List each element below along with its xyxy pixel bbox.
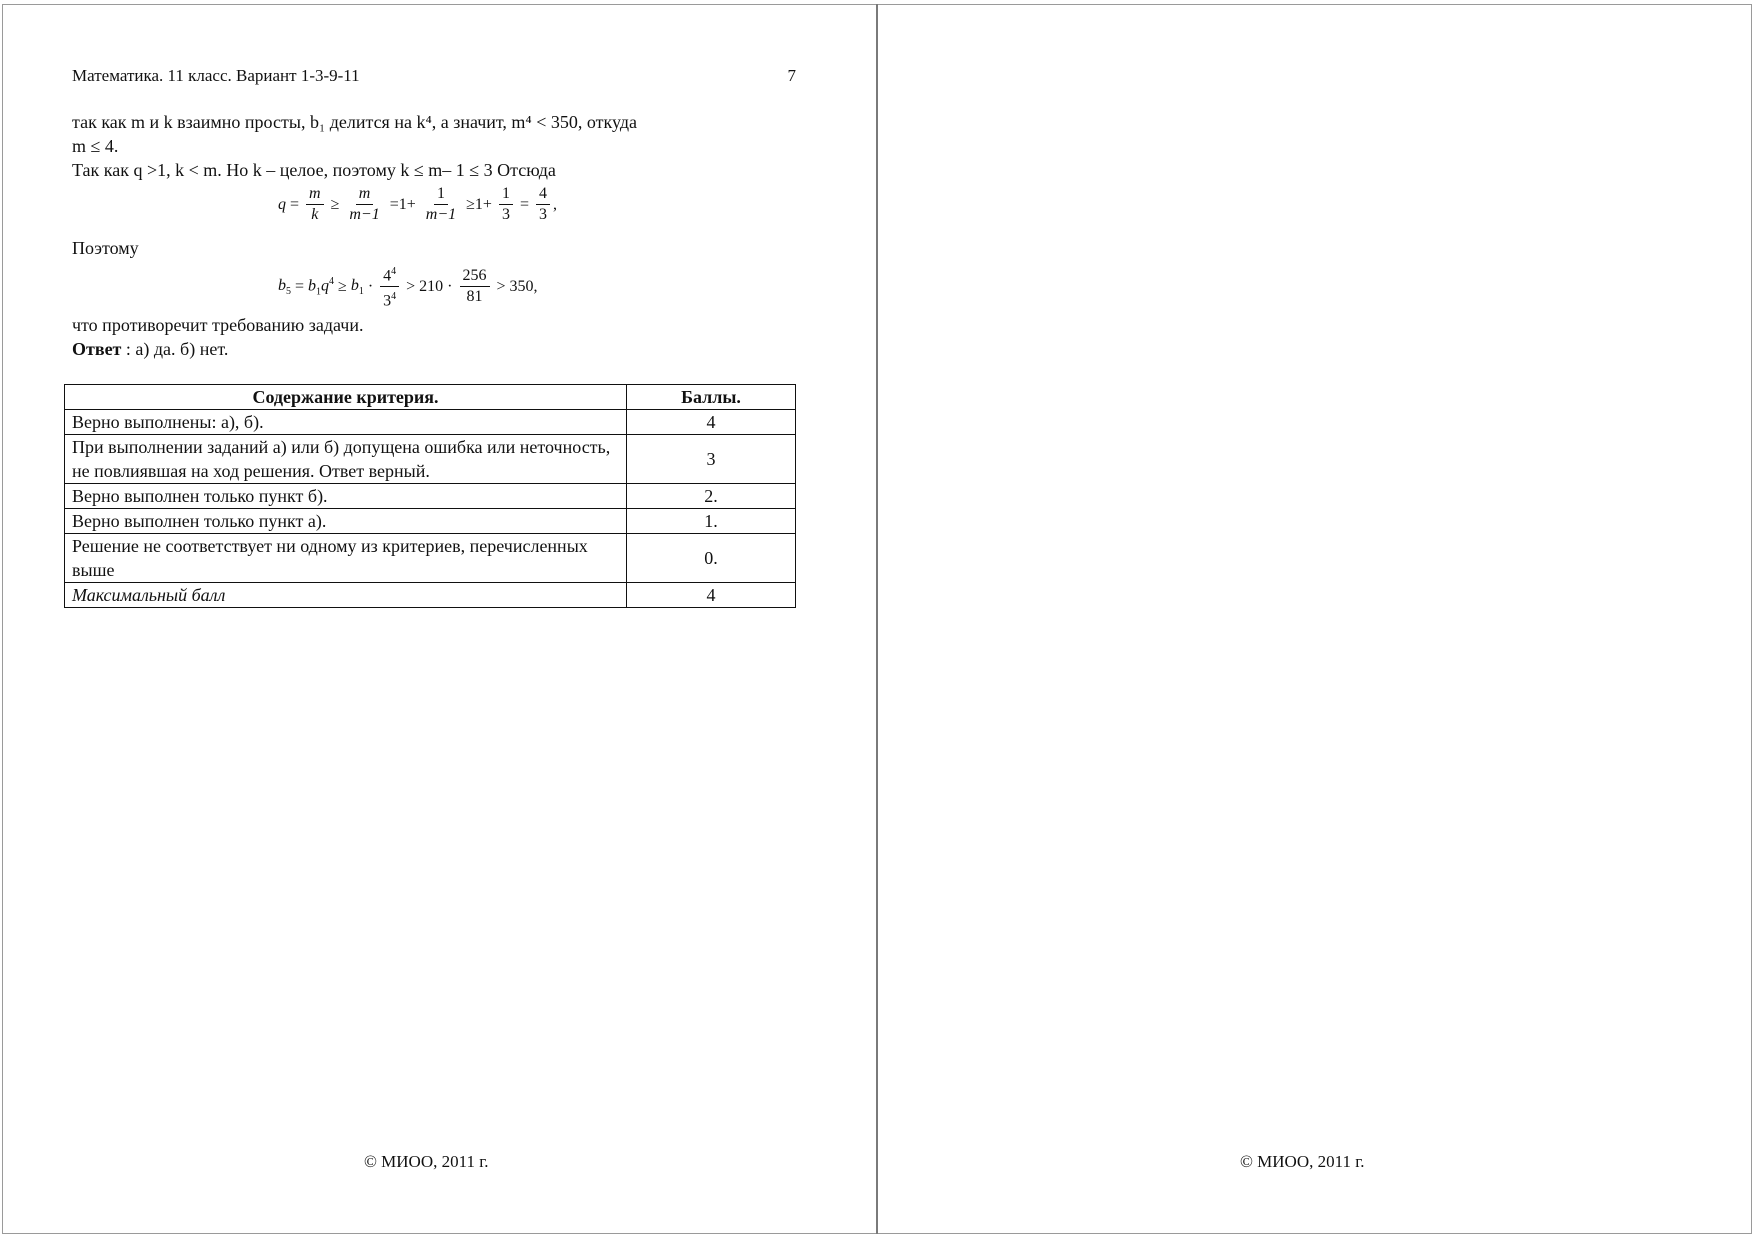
frac-den	[380, 287, 399, 311]
number-210: 210	[419, 277, 444, 295]
frac-num: m	[306, 184, 324, 205]
base: 4	[383, 267, 392, 285]
page-header	[72, 66, 796, 86]
fraction-1-over-3	[499, 184, 513, 225]
formula-eq: =	[519, 195, 529, 213]
criteria-table	[64, 384, 796, 608]
formula-gt: >	[496, 277, 506, 295]
table-header-row	[65, 385, 796, 410]
frac-den: m−1	[349, 206, 380, 223]
footer-right: © МИОО, 2011 г.	[1240, 1152, 1365, 1171]
table-row	[65, 534, 796, 583]
solution-text	[72, 110, 802, 182]
criterion-cell: При выполнении заданий а) или б) допущена ошибка или неточность, не повлиявшая на ход решения. Ответ верный.	[65, 435, 627, 484]
formula-gt: >	[406, 277, 416, 295]
b-symbol: b	[308, 277, 317, 295]
text-line-3: Так как q >1, k < m. Но k – целое, поэтому k ≤ m– 1 ≤ 3 Отсюда	[72, 160, 556, 180]
formula-dot: ·	[367, 277, 374, 295]
formula-comma: ,	[552, 195, 557, 213]
text-line-2: m ≤ 4.	[72, 136, 119, 156]
base: 3	[383, 292, 392, 310]
fraction-m-over-k	[306, 184, 324, 225]
score-cell: 1.	[627, 509, 796, 534]
score-cell: 0.	[627, 534, 796, 583]
footer-left: © МИОО, 2011 г.	[364, 1152, 489, 1171]
fraction-4-over-3	[536, 184, 550, 225]
table-row	[65, 410, 796, 435]
formula-q-symbol: q	[278, 195, 286, 213]
formula-ge: ≥	[338, 277, 347, 295]
formula-dot: ·	[447, 277, 453, 295]
criterion-cell: Верно выполнены: а), б).	[65, 410, 627, 435]
frac-num	[380, 262, 399, 287]
fraction-m-over-m-minus-1	[346, 184, 382, 225]
formula-b1	[351, 277, 364, 297]
fraction-4pow4-over-3pow4	[380, 262, 399, 312]
text-line-1: так как m и k взаимно просты, b₁ делится на k⁴, а значит, m⁴ < 350, откуда	[72, 112, 637, 132]
frac-num: 256	[460, 266, 490, 287]
frac-den: k	[311, 206, 319, 223]
formula-one-plus: =1+	[389, 195, 416, 213]
formula-b5-symbol	[278, 277, 291, 297]
fraction-1-over-m-minus-1	[423, 184, 459, 225]
frac-num: m	[356, 184, 374, 205]
table-row	[65, 435, 796, 484]
criterion-cell: Верно выполнен только пункт а).	[65, 509, 627, 534]
text-line-5: что противоречит требованию задачи.	[72, 315, 364, 335]
formula-b1q4	[308, 276, 334, 298]
score-cell-max: 4	[627, 583, 796, 608]
answer-label: Ответ	[72, 339, 122, 359]
formula-q	[278, 184, 557, 225]
page-title: Математика. 11 класс. Вариант 1-3-9-11	[72, 66, 360, 85]
fraction-256-over-81	[460, 266, 490, 307]
conclusion-block	[72, 313, 802, 361]
frac-den: 81	[466, 288, 483, 306]
formula-eq: =	[290, 195, 300, 213]
formula-eq: =	[295, 277, 305, 295]
frac-den: 3	[538, 206, 547, 223]
column-header-score: Баллы.	[627, 385, 796, 410]
b-symbol: b	[278, 276, 286, 294]
number-350: 350	[509, 277, 534, 295]
score-cell: 4	[627, 410, 796, 435]
therefore-block	[72, 236, 802, 260]
text-line-4: Поэтому	[72, 238, 139, 258]
table-row-max	[65, 583, 796, 608]
formula-ge: ≥	[330, 195, 340, 213]
criterion-cell: Верно выполнен только пункт б).	[65, 484, 627, 509]
subscript: 5	[286, 285, 291, 297]
answer-value: : а) да. б) нет.	[125, 339, 229, 359]
table-row	[65, 509, 796, 534]
score-cell: 2.	[627, 484, 796, 509]
criterion-cell: Решение не соответствует ни одному из критериев, перечисленных выше	[65, 534, 627, 583]
frac-num: 1	[434, 184, 448, 205]
formula-b5	[278, 262, 538, 312]
column-header-criterion: Содержание критерия.	[65, 385, 627, 410]
superscript: 4	[391, 266, 397, 277]
answer-line	[72, 337, 802, 361]
formula-ge-one-plus: ≥1+	[466, 195, 492, 213]
subscript: 1	[358, 285, 364, 297]
q-symbol: q	[321, 277, 330, 295]
page-number: 7	[787, 66, 796, 85]
superscript: 4	[391, 291, 397, 303]
subscript: 1	[316, 286, 322, 298]
formula-comma: ,	[533, 277, 538, 295]
frac-num: 1	[499, 184, 513, 205]
page-divider	[876, 4, 878, 1234]
frac-num: 4	[536, 184, 550, 205]
b-symbol: b	[350, 276, 359, 294]
score-cell: 3	[627, 435, 796, 484]
criterion-cell-max: Максимальный балл	[65, 583, 627, 608]
frac-den: 3	[501, 206, 510, 223]
frac-den: m−1	[425, 206, 457, 223]
table-row	[65, 484, 796, 509]
superscript: 4	[329, 276, 335, 288]
